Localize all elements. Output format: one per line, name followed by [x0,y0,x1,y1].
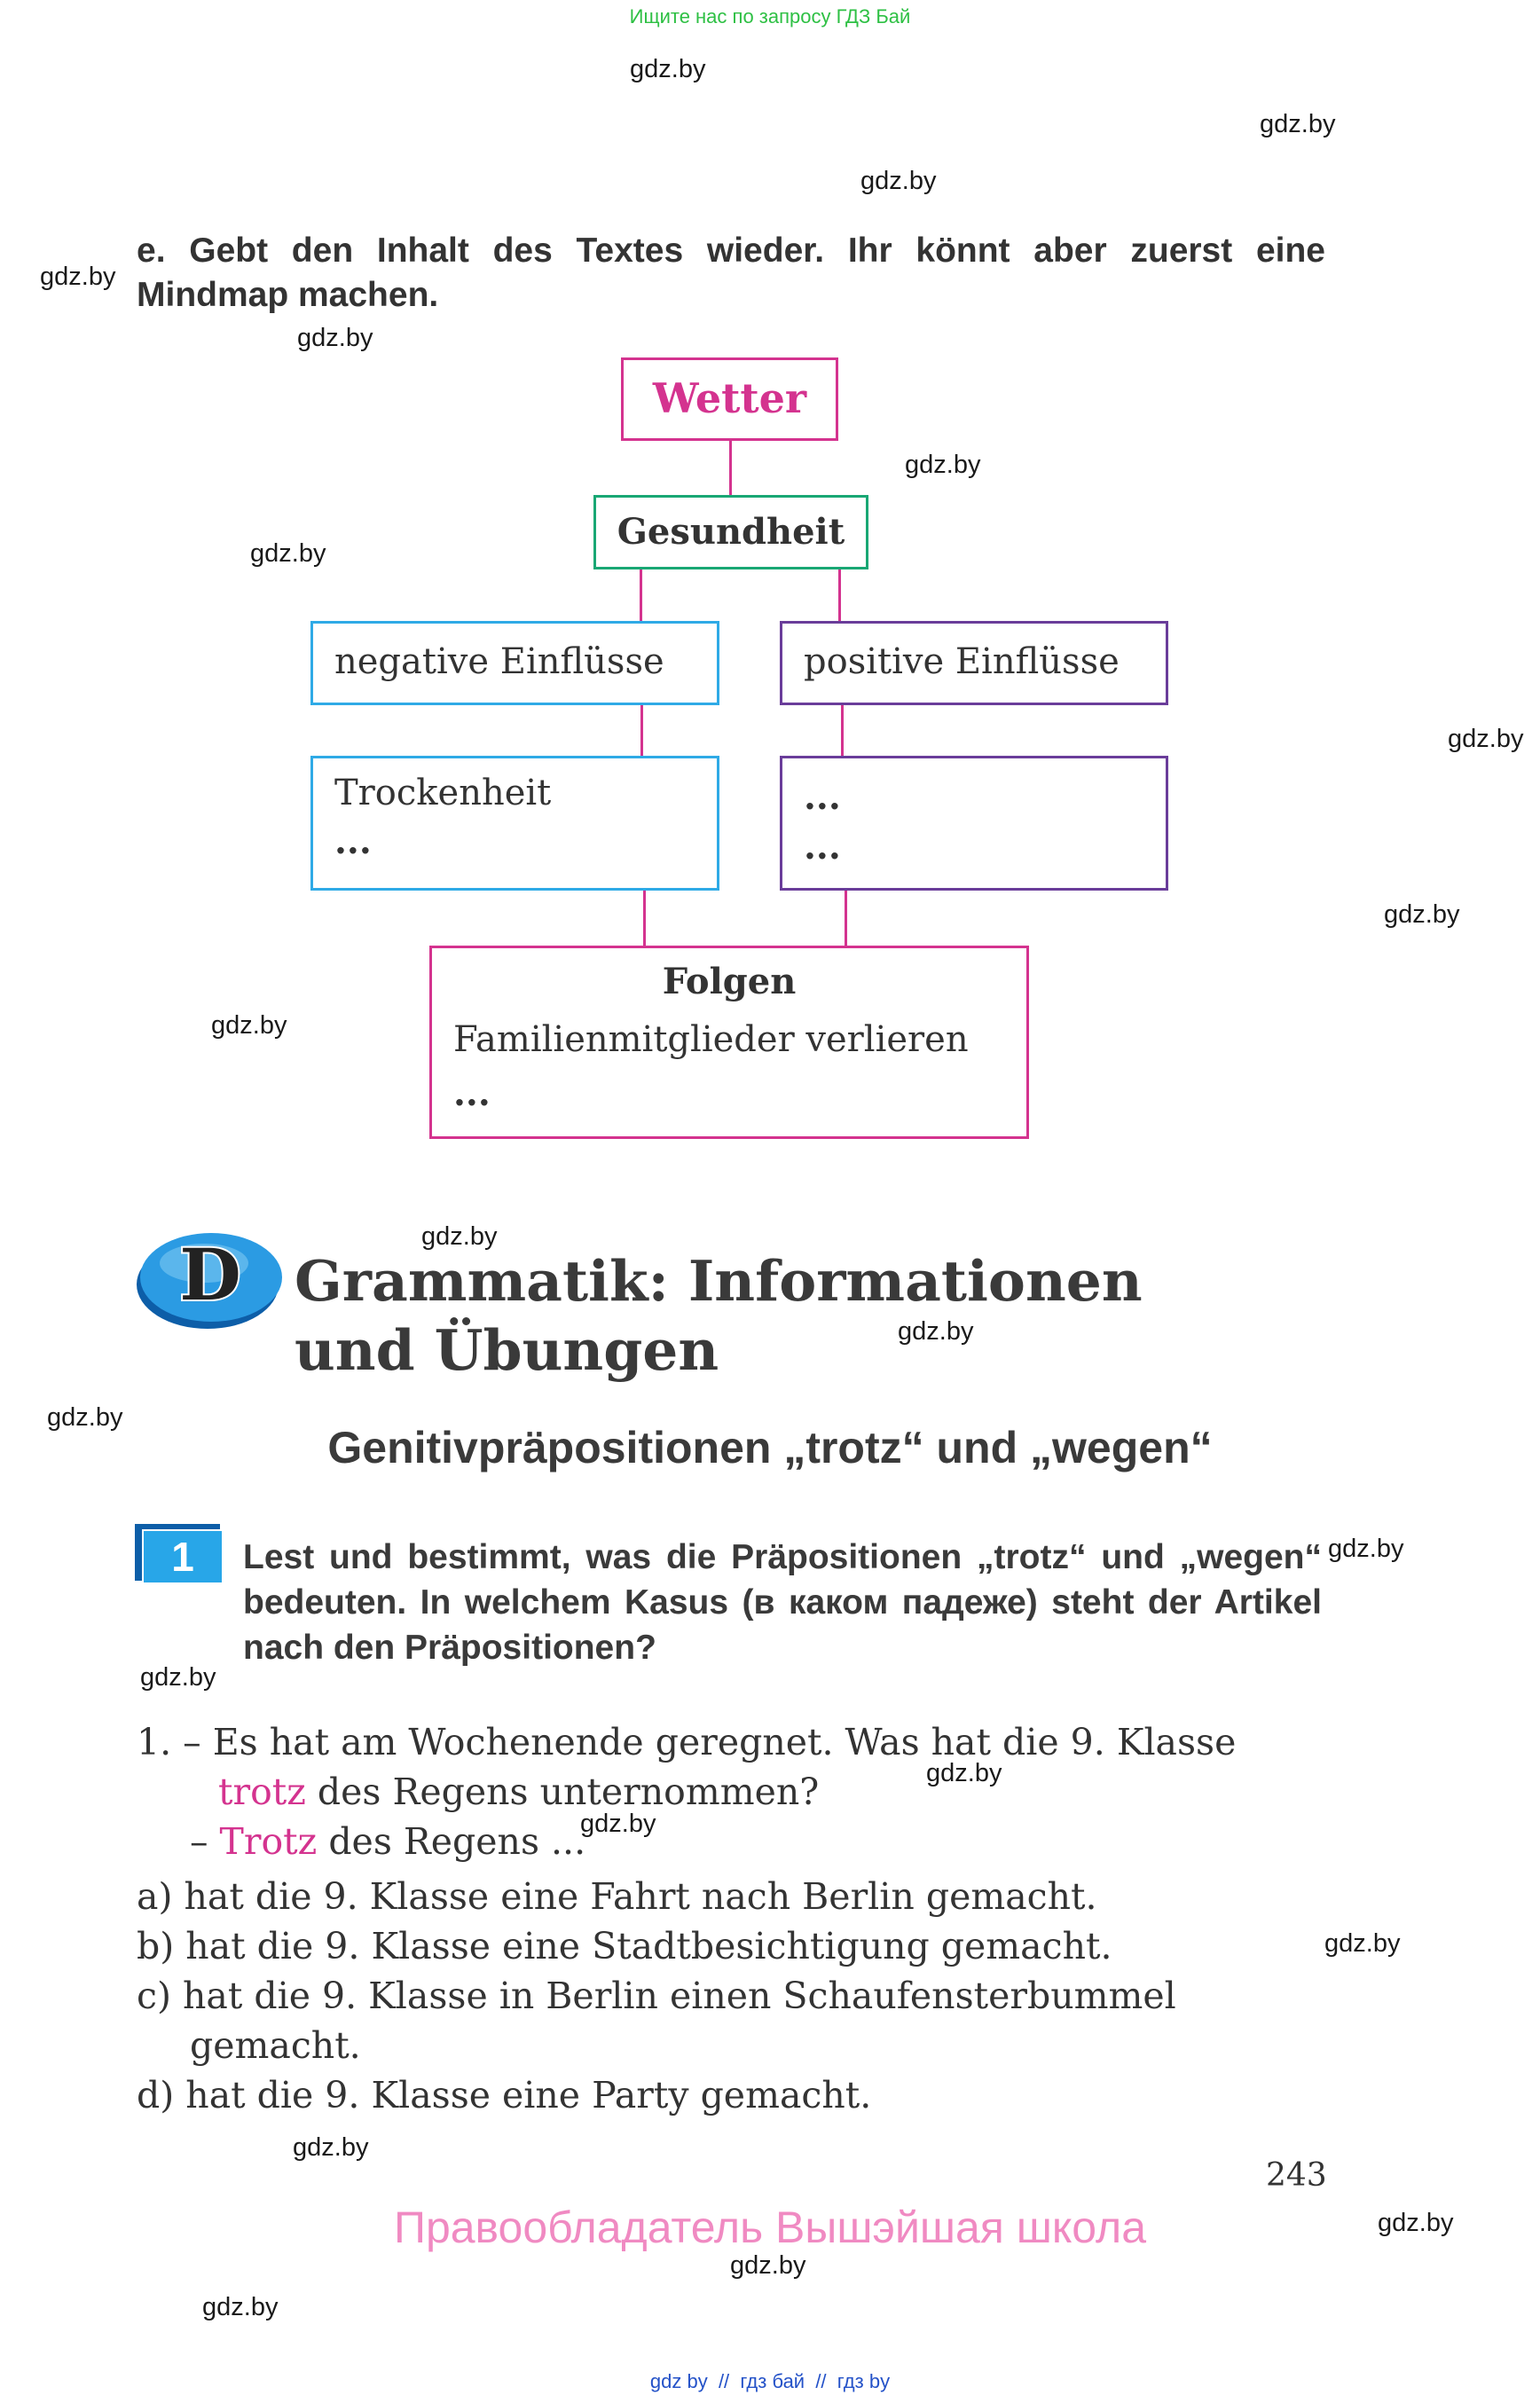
top-search-link[interactable]: Ищите нас по запросу ГДЗ Бай [629,5,911,27]
watermark: gdz.by [47,1403,123,1432]
dash: – [190,1820,208,1863]
dash: – [183,1721,201,1763]
watermark: gdz.by [40,263,116,291]
mindmap-gesundheit-label: Gesundheit [617,511,845,553]
exercise-1-badge [135,1524,224,1584]
watermark: gdz.by [1384,900,1460,929]
watermark: gdz.by [898,1317,974,1346]
watermark: gdz.by [297,324,373,352]
watermark: gdz.by [421,1222,498,1251]
watermark: gdz.by [905,451,981,479]
copyright-notice: Правообладатель Вышэйшая школа [394,2203,1146,2252]
mindmap-box-wetter [621,357,838,441]
watermark: gdz.by [1324,1929,1401,1958]
connector-line [640,705,643,756]
dialogue-question-line2 [218,1767,819,1817]
connector-line [841,705,844,756]
section-title-line2: und Übungen [295,1317,719,1383]
watermark: gdz.by [1448,725,1524,753]
option-d [137,2070,871,2120]
item-number: 1. [137,1721,172,1763]
connector-line [640,569,642,621]
mindmap-ellipsis: ... [804,826,841,868]
mindmap-ellipsis: ... [453,1072,491,1114]
page-number: 243 [1266,2157,1327,2194]
watermark: gdz.by [730,2251,806,2280]
section-title [295,1246,1143,1385]
question-line1: Es hat am Wochenende geregnet. Was hat die 9. Klasse [212,1721,1237,1763]
mindmap-box-trockenheit [310,756,719,891]
watermark: gdz.by [140,1663,216,1692]
watermark: gdz.by [580,1810,656,1838]
mindmap-box-folgen [429,946,1029,1139]
task-e-instruction: e. Gebt den Inhalt des Textes wieder. Ihr könnt aber zuerst eine Mindmap machen. [137,232,1325,314]
option-letter: a) [137,1875,173,1918]
section-d-badge [135,1226,286,1332]
dialogue-question [137,1717,1325,1767]
watermark: gdz.by [630,55,706,83]
mindmap-box-negative [310,621,719,705]
mindmap-ellipsis: ... [334,821,372,862]
watermark: gdz.by [1328,1535,1404,1563]
connector-line [838,569,841,621]
option-letter: d) [137,2074,175,2116]
exercise-1-number: 1 [171,1534,194,1580]
watermark: gdz.by [211,1011,287,1040]
option-text: hat die 9. Klasse eine Stadtbesichtigung gemacht. [185,1925,1112,1967]
mindmap-trockenheit-label: Trockenheit [334,773,552,813]
mindmap-positive-label: positive Einflüsse [804,641,1120,682]
watermark: gdz.by [202,2293,279,2321]
watermark: gdz.by [1378,2209,1454,2237]
section-d-letter: D [179,1233,241,1316]
footer-links[interactable]: gdz by // гдз бай // гдз by [649,2370,891,2392]
mindmap-folgen-label: Folgen [662,961,797,1002]
answer-rest: des Regens ... [328,1820,586,1863]
option-text: hat die 9. Klasse eine Party gemacht. [185,2074,872,2116]
watermark: gdz.by [1260,110,1336,138]
mindmap-box-gesundheit [593,495,868,569]
section-subheading: Genitivpräpositionen „trotz“ und „wegen“ [327,1423,1213,1472]
section-title-line1: Grammatik: Informationen [295,1248,1143,1314]
highlight-trotz-capital: Trotz [219,1820,318,1863]
watermark: gdz.by [293,2133,369,2162]
watermark: gdz.by [926,1759,1002,1787]
option-a [137,1872,1097,1921]
mindmap-wetter-label: Wetter [652,374,807,422]
option-letter: b) [137,1925,175,1967]
dialogue-answer [190,1817,585,1866]
option-letter: c) [137,1975,171,2017]
mindmap-ellipsis: ... [804,776,841,818]
connector-line [845,891,847,946]
option-c-continued: gemacht. [190,2024,361,2067]
option-c [137,1971,1176,2021]
highlight-trotz: trotz [218,1771,306,1813]
watermark: gdz.by [250,539,326,568]
watermark: gdz.by [860,167,937,195]
connector-line [729,441,732,495]
question-line2: des Regens unternommen? [317,1771,820,1813]
exercise-1-instruction: Lest und bestimmt, was die Präpositionen „trotz“ und „wegen“ bedeuten. In welchem Kasus (в каком падеже) steht der Artikel nach den Präpositionen? [243,1538,1322,1667]
mindmap-folgen-item: Familienmitglieder verlieren [453,1019,969,1060]
option-text: hat die 9. Klasse eine Fahrt nach Berlin gemacht. [184,1875,1097,1918]
mindmap-box-positive [780,621,1168,705]
connector-line [643,891,646,946]
option-text: hat die 9. Klasse in Berlin einen Schaufensterbummel [183,1975,1176,2017]
mindmap-negative-label: negative Einflüsse [334,641,664,682]
mindmap-box-positive-items [780,756,1168,891]
option-b [137,1921,1112,1971]
